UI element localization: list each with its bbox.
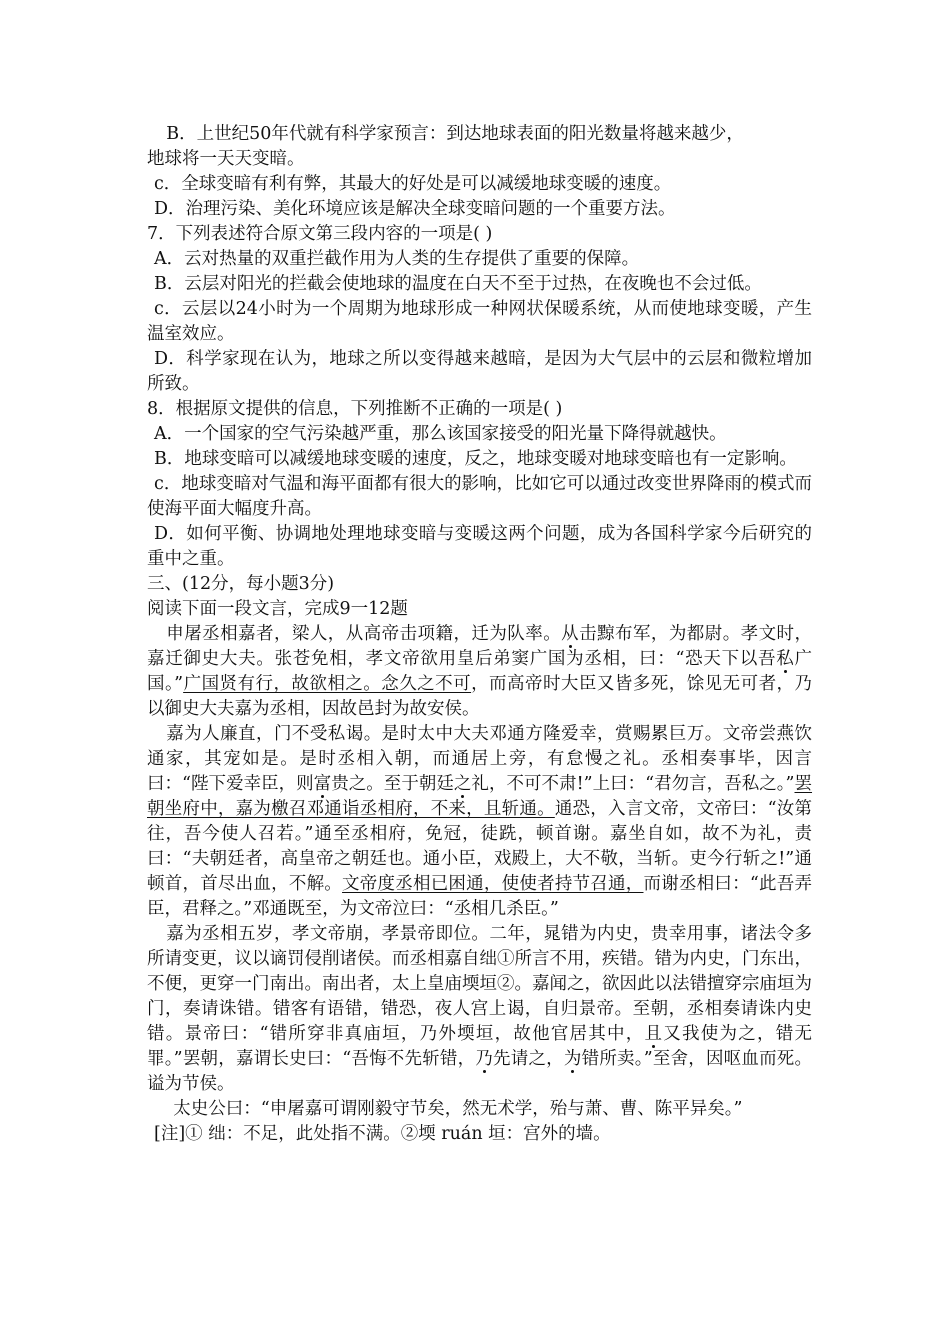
question-8-option-a: A．一个国家的空气污染越严重，那么该国家接受的阳光量下降得就越快。 [154,424,727,444]
dotted-character: 且 [644,1024,664,1044]
historian-comment: 太史公曰：“申屠嘉可谓刚毅守节矣，然无术学，殆与萧、曹、陈平异矣。” [173,1099,743,1119]
question-7-stem: 7．下列表述符合原文第三段内容的一项是( ) [147,224,493,244]
document-page [147,122,812,1147]
question-6-option-c: c．全球变暗有利有弊，其最大的好处是可以减缓地球变暖的速度。 [154,174,672,194]
underlined-sentence: 广国贤有行，故欲相之。念久之不可 [183,674,472,694]
question-7-option-d: D．科学家现在认为，地球之所以变得越来越暗，是因为大气层中的云层和微粒增加所致。 [147,349,812,394]
dotted-character: 为 [563,1049,582,1069]
question-6-option-d: D．治理污染、美化环境应该是解决全球变暗问题的一个重要方法。 [154,199,676,219]
reading-instruction: 阅读下面一段文言，完成9一12题 [147,599,408,619]
dotted-character: 私 [776,649,795,669]
dotted-character: 富 [313,774,332,794]
question-7-option-a: A．云对热量的双重拦截作用为人类的生存提供了重要的保障。 [154,249,640,269]
dotted-character: 从 [561,624,580,644]
question-7-option-b: B．云层对阳光的拦截会使地球的温度在白天不至于过热，在夜晚也不会过低。 [154,274,762,294]
question-8-option-c: c．地球变暗对气温和海平面都有很大的影响，比如它可以通过改变世界降雨的模式而使海平面大幅度升高。 [147,474,812,519]
underlined-sentence: 文帝度丞相已困通，使使者持节召通， [342,874,644,894]
classical-text-paragraph-3: 嘉为丞相五岁，孝文帝崩，孝景帝即位。二年，晁错为内史，贵幸用事，诸法令多所请变更，议以谪罚侵削诸侯。而丞相嘉自绌①所言不用，疾错。错为内史，门东出，不便，更穿一门南出。南出者，太上皇庙堧垣②。嘉闻之，欲因此以法错擅穿宗庙垣为门，奏请诛错。错客有语错，错恐，夜人宫上谒，自归景帝。至朝，丞相奏请诛内史错。景帝曰：“错所穿非真庙垣，乃外堧垣，故他官居其中，且又我使为之，错无罪。”罢朝，嘉谓长史曰：“吾悔不先斩错，乃先请之，为错所卖。”至舍，因呕血而死。谥为节侯。 [147,924,813,1094]
classical-text-paragraph-2: 嘉为人廉直，门不受私谒。是时太中大夫邓通方隆爱幸，赏赐累巨万。文帝尝燕饮通家，其宠如是。是时丞相入朝，而通居上旁，有怠慢之礼。丞相奏事毕，因言曰：“陛下爱幸臣，则富贵之。至于朝廷之礼，不可不肃!”上曰：“君勿言，吾私之。”罢朝坐府中，嘉为檄召邓通诣丞相府，不来，且斩通。通恐，入言文帝，文帝曰：“汝第往，吾今使人召若。”通至丞相府，免冠，徒跣，顿首谢。嘉坐自如，故不为礼，责曰：“夫朝廷者，高皇帝之朝廷也。通小臣，戏殿上，大不敬，当斩。吏今行斩之!”通顿首，首尽出血，不解。文帝度丞相已困通，使使者持节召通，而谢丞相曰：“此吾弄臣，君释之。”邓通既至，为文帝泣曰：“丞相几杀臣。” [147,724,813,919]
footnote: [注]① 绌：不足，此处指不满。②堧 ruán 垣：宫外的墙。 [154,1124,611,1144]
classical-text-paragraph-1: 申屠丞相嘉者，梁人，从高帝击项籍，迁为队率。从击黥布军，为都尉。孝文时，嘉迁御史大夫。张苍免相，孝文帝欲用皇后弟窦广国为丞相，曰：“恐天下以吾私广国。”广国贤有行，故欲相之。念久之不可，而高帝时大臣又皆多死，馀见无可者，乃以御史大夫嘉为丞相，因故邑封为故安侯。 [147,624,813,719]
underlined-sentence: 罢朝坐府中，嘉为檄召邓通诣丞相府，不来，且斩通。 [147,774,813,819]
question-8-option-d: D．如何平衡、协调地处理地球变暗与变暖这两个问题，成为各国科学家今后研究的重中之重。 [147,524,812,569]
dotted-character: 之 [453,774,472,794]
dotted-character: 乃 [475,1049,494,1069]
section-3-heading: 三、(12分，每小题3分) [147,574,335,594]
question-8-option-b: B．地球变暗可以减缓地球变暖的速度，反之，地球变暖对地球变暗也有一定影响。 [154,449,797,469]
question-6-option-b: B．上世纪50年代就有科学家预言：到达地球表面的阳光数量将越来越少， 地球将一天天变暗。 [147,124,744,169]
question-8-stem: 8．根据原文提供的信息，下列推断不正确的一项是( ) [147,399,563,419]
question-7-option-c: c．云层以24小时为一个周期为地球形成一种网状保暖系统，从而使地球变暖，产生温室效应。 [147,299,812,344]
